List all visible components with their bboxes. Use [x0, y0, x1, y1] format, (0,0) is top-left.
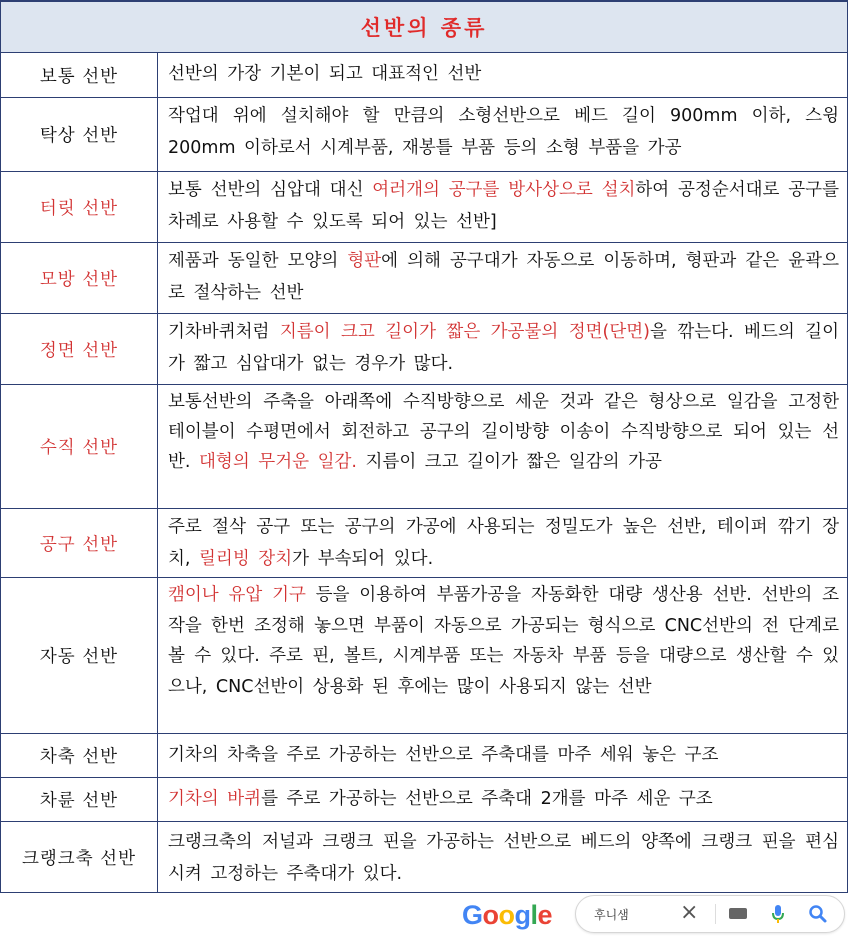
- desc-text: 가 부속되어 있다.: [292, 549, 434, 569]
- table-row: [1, 98, 848, 172]
- table-row: [1, 53, 848, 98]
- row-desc: 작업대 위에 설치해야 할 만큼의 소형선반으로 베드 길이 900mm 이하, 스윙 200mm 이하로서 시계부품, 재봉틀 부품 등의 소형 부품을 가공: [158, 98, 848, 172]
- desc-text: 을 깎는다. 베드의 길이가 짧고 심압대가 없는 경우가 많다.: [168, 322, 839, 374]
- row-name: 정면 선반: [1, 314, 158, 385]
- row-name: 크랭크축 선반: [1, 822, 158, 893]
- row-name: 모방 선반: [1, 243, 158, 314]
- row-name: 차축 선반: [1, 734, 158, 778]
- logo-letter: o: [498, 900, 515, 930]
- desc-text: 하여 공정순서대로 공구를 차례로 사용할 수 있도록 되어 있는 선반]: [168, 180, 839, 232]
- table-row: [1, 172, 848, 243]
- desc-text: 보통선반의 주축을 아래쪽에 수직방향으로 세운 것과 같은 형상으로 일감을 고정한 테이블이 수평면에서 회전하고 공구의 길이방향 이송이 수직방향으로 되어 있는 선반.: [168, 392, 839, 472]
- row-desc: [158, 385, 848, 509]
- desc-highlight: 지름이 크고 길이가 짧은 가공물의 정면(단면): [279, 322, 650, 342]
- table-row: [1, 778, 848, 822]
- row-name: 탁상 선반: [1, 98, 158, 172]
- desc-text: 를 주로 가공하는 선반으로 주축대 2개를 마주 세운 구조: [261, 789, 713, 809]
- row-name: 자동 선반: [1, 578, 158, 734]
- divider: [715, 904, 716, 924]
- table-row: [1, 734, 848, 778]
- desc-text: 제품과 동일한 모양의: [168, 251, 348, 271]
- row-desc: [158, 314, 848, 385]
- title-row: [1, 1, 848, 53]
- row-desc: 기차의 차축을 주로 가공하는 선반으로 주축대를 마주 세워 놓은 구조: [158, 734, 848, 778]
- logo-letter: l: [530, 900, 538, 930]
- row-desc: [158, 778, 848, 822]
- desc-text: 주로 절삭 공구 또는 공구의 가공에 사용되는 정밀도가 높은 선반, 테이퍼 깎기 장치,: [168, 517, 839, 569]
- row-name: 공구 선반: [1, 509, 158, 578]
- table-row: [1, 578, 848, 734]
- table-title: 선반의 종류: [1, 1, 848, 53]
- google-search-bar: [0, 890, 849, 937]
- row-desc: 크랭크축의 저널과 크랭크 핀을 가공하는 선반으로 베드의 양쪽에 크랭크 핀을 편심시켜 고정하는 주축대가 있다.: [158, 822, 848, 893]
- desc-highlight: 대형의 무거운 일감.: [199, 452, 357, 472]
- mic-icon[interactable]: [771, 904, 785, 928]
- desc-text: 등을 이용하여 부품가공을 자동화한 대량 생산용 선반. 선반의 조작을 한번 조정해 놓으면 부품이 자동으로 가공되는 형식으로 CNC선반의 전 단계로 볼 수 있다. 주로 핀, 볼트, 시계부품 또는 자동차 부품 등을 대량으로 생산할 수 있으나, CNC선반이 상용화 된 후에는 많이 사용되지 않는 선반: [168, 585, 840, 697]
- table-row: [1, 509, 848, 578]
- logo-letter: e: [537, 900, 553, 930]
- row-desc: [158, 509, 848, 578]
- logo-letter: g: [514, 900, 531, 930]
- row-name: 보통 선반: [1, 53, 158, 98]
- row-name: 수직 선반: [1, 385, 158, 509]
- row-desc: 선반의 가장 기본이 되고 대표적인 선반: [158, 53, 848, 98]
- row-name: 차륜 선반: [1, 778, 158, 822]
- row-desc: [158, 578, 848, 734]
- table-row: [1, 243, 848, 314]
- desc-highlight: 여러개의 공구를 방사상으로 설치: [372, 180, 636, 200]
- desc-highlight: 릴리빙 장치: [199, 549, 293, 569]
- keyboard-icon[interactable]: [729, 908, 747, 919]
- desc-highlight: 캠이나 유압 기구: [168, 585, 306, 605]
- row-desc: [158, 172, 848, 243]
- desc-highlight: 형판: [347, 251, 382, 271]
- desc-text: 에 의해 공구대가 자동으로 이동하며, 형판과 같은 윤곽으로 절삭하는 선반: [168, 251, 839, 303]
- table-row: [1, 385, 848, 509]
- desc-text: 보통 선반의 심압대 대신: [168, 180, 373, 200]
- desc-text: 기차바퀴처럼: [168, 322, 280, 342]
- search-icon[interactable]: [808, 904, 828, 928]
- table-row: [1, 314, 848, 385]
- logo-letter: G: [462, 900, 483, 930]
- close-icon[interactable]: ×: [680, 900, 699, 925]
- desc-highlight: 기차의 바퀴: [168, 789, 262, 809]
- table-row: [1, 822, 848, 893]
- row-name: 터릿 선반: [1, 172, 158, 243]
- desc-text: 지름이 크고 길이가 짧은 일감의 가공: [356, 452, 662, 472]
- row-desc: [158, 243, 848, 314]
- search-input[interactable]: 후니샘: [594, 908, 629, 922]
- google-logo: [462, 900, 552, 931]
- logo-letter: o: [482, 900, 499, 930]
- search-box[interactable]: [575, 895, 845, 933]
